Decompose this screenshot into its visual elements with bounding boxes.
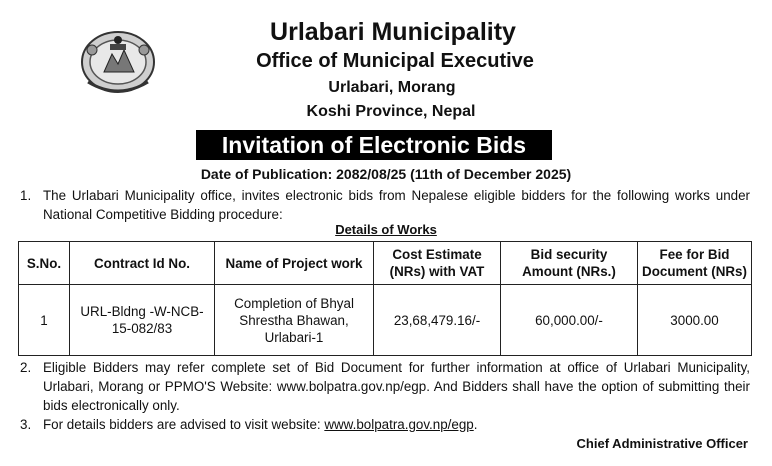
office-province: Koshi Province, Nepal	[306, 103, 476, 120]
paragraph-text	[43, 415, 750, 434]
column-header-bid-fee: Fee for Bid Document (NRs)	[638, 242, 752, 285]
bolpatra-website-link[interactable]: www.bolpatra.gov.np/egp	[324, 417, 474, 432]
cell-project-name: Completion of Bhyal Shrestha Bhawan, Urlabari-1	[215, 285, 374, 356]
works-table	[18, 241, 752, 356]
office-name: Office of Municipal Executive	[256, 50, 534, 72]
signatory-title: Chief Administrative Officer	[576, 436, 748, 451]
column-header-project-name: Name of Project work	[215, 242, 374, 285]
publication-date: Date of Publication: 2082/08/25 (11th of December 2025)	[200, 166, 572, 182]
paragraph-text: The Urlabari Municipality office, invites electronic bids from Nepalese eligible bidders for the following works under National Competitive Bidding procedure:	[43, 188, 750, 222]
paragraph-text-prefix: For details bidders are advised to visit website:	[43, 417, 325, 432]
office-location: Urlabari, Morang	[328, 79, 456, 96]
municipality-name: Urlabari Municipality	[270, 18, 516, 46]
notice-title-banner: Invitation of Electronic Bids	[196, 130, 552, 160]
column-header-sno: S.No.	[19, 242, 70, 285]
table-header-row	[19, 242, 752, 285]
cell-contract-id: URL-Bldng -W-NCB-15-082/83	[70, 285, 215, 356]
paragraph-3	[20, 415, 750, 434]
paragraph-number: 1.	[20, 188, 32, 203]
paragraph-number: 2.	[20, 360, 32, 375]
paragraph-1	[20, 186, 750, 224]
letterhead	[0, 16, 772, 124]
table-row	[19, 285, 752, 356]
paragraph-text: Eligible Bidders may refer complete set of Bid Document for further information at office of Urlabari Municipality, Urlabari, Morang or PPMO'S Website: www.bolpatra.gov.np/egp. And Bidders shall have the option of submitting their bids electronically only.	[43, 360, 750, 413]
paragraph-text-suffix: .	[473, 417, 478, 432]
cell-bid-fee: 3000.00	[638, 285, 752, 356]
cell-sno: 1	[19, 285, 70, 356]
details-of-works-title: Details of Works	[335, 222, 437, 237]
paragraph-2	[20, 358, 750, 415]
column-header-cost-estimate: Cost Estimate (NRs) with VAT	[374, 242, 501, 285]
column-header-contract-id: Contract Id No.	[70, 242, 215, 285]
cell-bid-security: 60,000.00/-	[501, 285, 638, 356]
column-header-bid-security: Bid security Amount (NRs.)	[501, 242, 638, 285]
cell-cost-estimate: 23,68,479.16/-	[374, 285, 501, 356]
paragraph-number: 3.	[20, 417, 32, 432]
